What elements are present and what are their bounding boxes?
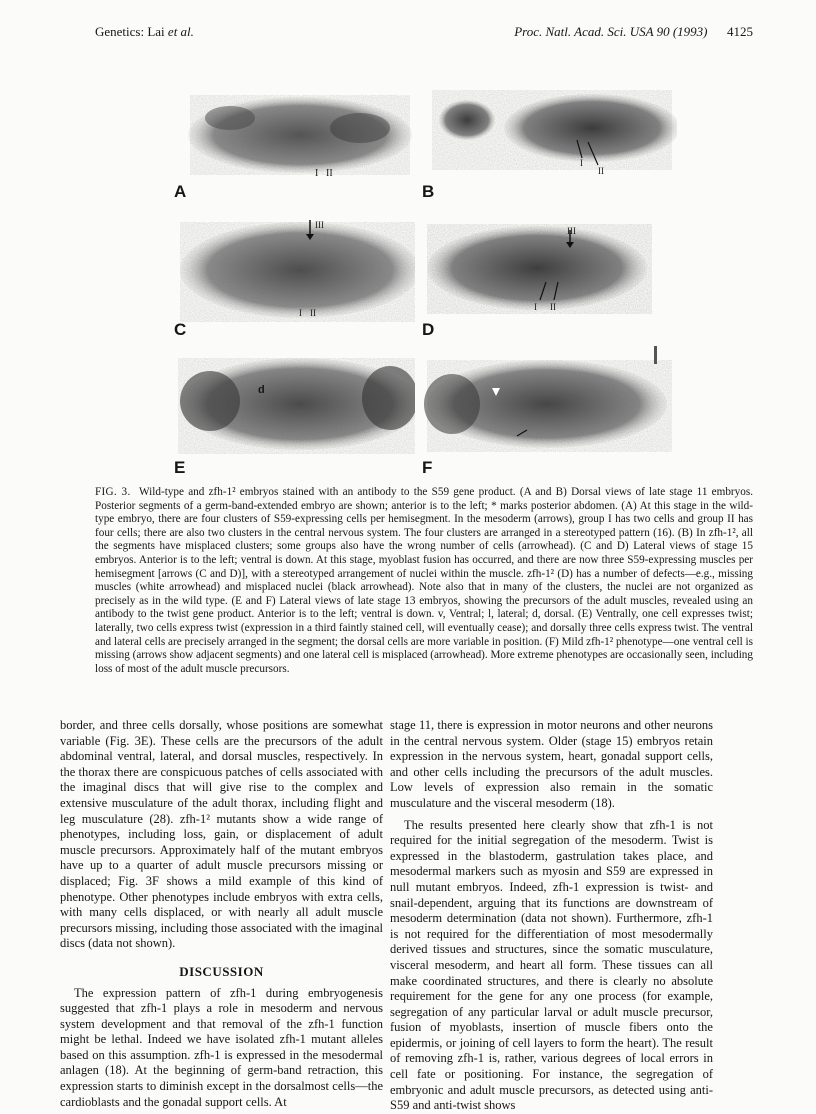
panel-b-annotation-ii: II: [598, 166, 604, 176]
panel-f-label: F: [422, 458, 433, 477]
figure-3: [160, 70, 680, 480]
panel-e-label: E: [174, 458, 186, 477]
panel-a-annotation-i: I: [315, 168, 319, 179]
panel-d-label: D: [422, 320, 435, 339]
panel-e: [160, 346, 415, 476]
header-et-al: et al.: [167, 24, 194, 39]
left-para-2: The expression pattern of zfh-1 during embryogenesis suggested that zfh-1 plays a role in mesoderm and nervous system development and that removal of the zfh-1 function might be lethal. Indeed we have isolated zfh-1 mutant alleles based on this assumption. zfh-1 is expressed in the mesodermal anlagen (18). At the beginning of germ-band retraction, this expression starts to diminish except in the dorsalmost cells—the cardioblasts and the gonadal support cells. At: [60, 985, 383, 1109]
caption-text: Wild-type and zfh-1² embryos stained with an antibody to the S59 gene product. (A and B) Dorsal views of late stage 11 embryos. Posterior segments of a germ-band-extended embryo are shown; anterior is to the left; * marks posterior abdomen. (A) At this stage in the wild-type embryo, there are four clusters of S59-expressing cells per hemisegment. In the mesoderm (arrows), group I has two cells and group II has four cells; there are also two clusters in the central nervous system. The four clusters are arranged in a stereotyped pattern (16). (B) In zfh-1², all the segments have misplaced clusters; some groups also have the wrong number of cells (arrowhead). (C and D) Lateral views of stage 15 embryos. Anterior is to the left; ventral is down. At this stage, myoblast fusion has occurred, and there are now three S59-expressing muscles per hemisegment [arrows (C and D)], with a stereotyped arrangement of nuclei within the muscle. zfh-1² (D) has a number of defects—e.g., missing muscles (white arrowhead) and misplaced nuclei (black arrowhead). Note also that in many of the clusters, the nuclei are not organized as precisely as in the wild type. (E and F) Lateral views of late stage 13 embryos, showing the precursors of the adult muscles, revealed using an antibody to the twist gene product. Anterior is to the left; ventral is down. v, Ventral; l, lateral; d, dorsal. (E) Ventrally, one cell expresses twist; laterally, two cells express twist (expression in a third faintly stained cell, will eventually cease); and dorsally three cells express twist. The ventral and lateral cells are precisely arranged in the segment; the dorsal cells are more variable in position. (F) Mild zfh-1² phenotype—one ventral cell is missing (arrows show adjacent segments) and one lateral cell is misplaced (arrowhead). More extreme phenotypes are occasionally seen, including loss of most of the adult muscle precursors.: [95, 486, 753, 675]
right-para-1: stage 11, there is expression in motor neurons and other neurons in the central nervous system. Older (stage 15) embryos retain expression in the nervous system, heart, gonadal support cells, and other cells including the precursors of the adult muscles. Low levels of expression also remain in the somatic musculature and the visceral mesoderm (18).: [390, 718, 713, 810]
panel-d-annotation-ii: II: [550, 302, 556, 312]
panel-b: [422, 70, 677, 200]
panel-c-annotation-iii: III: [315, 220, 324, 230]
panel-a: [160, 70, 415, 200]
figure-caption: [95, 486, 753, 676]
panel-b-label: B: [422, 182, 435, 201]
panel-c-annotation-i: I: [299, 308, 302, 318]
panel-b-image: [422, 70, 677, 200]
left-column: [60, 718, 383, 1110]
panel-f: [422, 346, 677, 476]
panel-f-image: [422, 346, 677, 476]
panel-d: [422, 208, 677, 338]
header-journal: Proc. Natl. Acad. Sci. USA 90 (1993): [514, 24, 708, 39]
panel-c: [160, 208, 415, 338]
panel-a-annotation-ii: II: [326, 168, 333, 179]
panel-e-annotation-d: d: [258, 384, 265, 396]
right-column: [390, 718, 713, 1114]
right-para-2: The results presented here clearly show that zfh-1 is not required for the initial segregation of the mesoderm. Twist is expressed in the blastoderm, gastrulation takes place, and mesodermal markers such as myosin and S59 are expressed in null mutant embryos. Indeed, zfh-1 expression is twist- and snail-dependent, arguing that its functions are downstream of mesoderm determination (data not shown). Furthermore, zfh-1 is not required for the differentiation of most mesodermally derived tissues and structures, since the somatic musculature, visceral mesoderm, and heart all form. These tissues can all make coordinated structures, and there is clearly no absolute requirement for the gene for any one process (for example, segregation of any particular larval or adult muscle precursor, fusion of myoblasts, insertion of muscle fibers onto the epidermis, or joining of cell layers to form the heart). The result of removing zfh-1 is, rather, various degrees of local errors in cell fate or positioning. For instance, the segregation of embryonic and adult muscle precursors, as detected using anti-S59 and anti-twist shows: [390, 817, 713, 1113]
panel-c-label: C: [174, 320, 187, 339]
panel-b-annotation-i: I: [580, 158, 583, 168]
panel-d-image: [422, 208, 677, 338]
panel-a-image: [160, 70, 415, 200]
panel-c-annotation-ii: II: [310, 308, 316, 318]
caption-lead: FIG. 3.: [95, 486, 131, 498]
page-number: 4125: [727, 24, 753, 39]
header-section-author: Genetics: Lai: [95, 24, 168, 39]
panel-a-label: A: [174, 182, 187, 201]
header-right: [514, 24, 753, 40]
left-para-1: border, and three cells dorsally, whose positions are somewhat variable (Fig. 3E). These cells are the precursors of the adult abdominal ventral, lateral, and dorsal muscles, respectively. In the thorax there are conspicuous patches of cells associated with the imaginal discs that will give rise to the complex and extensive musculature of the adult thorax, including flight and leg musculature (28). zfh-1² mutants show a wide range of phenotypes, including loss, gain, or displacement of adult muscle precursors. Approximately half of the mutant embryos have up to a quarter of adult muscle precursors missing or displaced; Fig. 3F shows a mild example of this kind of phenotype. Other phenotypes include embryos with extra cells, with many cells displaced, or with nearly all adult muscle precursors missing, including those associated with the imaginal discs (data not shown).: [60, 718, 383, 951]
panel-e-image: [160, 346, 415, 476]
panel-c-image: [160, 208, 415, 338]
panel-d-annotation-i: I: [534, 302, 537, 312]
panel-d-annotation-iii: III: [567, 226, 576, 236]
section-heading-discussion: DISCUSSION: [179, 963, 264, 979]
running-header: [95, 24, 753, 48]
header-left: [95, 24, 194, 40]
